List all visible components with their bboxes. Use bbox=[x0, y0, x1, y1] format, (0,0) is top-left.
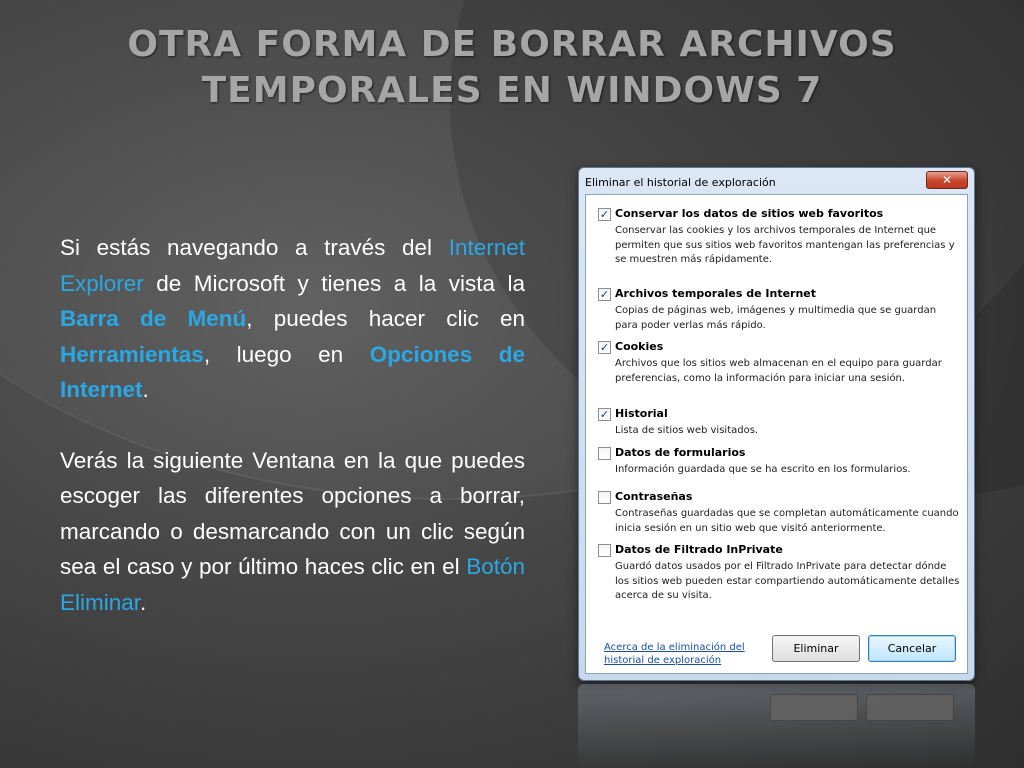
option-description: Lista de sitios web visitados. bbox=[615, 425, 759, 436]
delete-button[interactable]: Eliminar bbox=[772, 635, 860, 662]
text-run: Si estás navegando a través del bbox=[60, 235, 449, 260]
option-label: Contraseñas bbox=[615, 490, 693, 503]
option-description: Archivos que los sitios web almacenan en el equipo para guardar preferencias, como la información para iniciar una sesión. bbox=[615, 358, 942, 384]
option-description: Guardó datos usados por el Filtrado InPrivate para detectar dónde los sitios web pueden estar compartiendo automáticamente detalles acerca de su visita. bbox=[615, 561, 960, 601]
text-run: . bbox=[142, 377, 149, 402]
internet-explorer-highlight: Internet Explorer bbox=[60, 235, 525, 296]
paragraph-1 bbox=[60, 230, 525, 408]
option-label: Historial bbox=[615, 407, 668, 420]
option-description: Contraseñas guardadas que se completan automáticamente cuando inicia sesión en un sitio web que visitó anteriormente. bbox=[615, 508, 959, 534]
cancel-button[interactable]: Cancelar bbox=[868, 635, 956, 662]
dialog-content bbox=[585, 194, 968, 674]
dialog-reflection bbox=[578, 684, 975, 768]
slide-title-line1: OTRA FORMA DE BORRAR ARCHIVOS bbox=[127, 24, 897, 65]
text-run: de Microsoft y tienes a la vista la bbox=[143, 270, 525, 296]
slide-title-line2: TEMPORALES EN WINDOWS 7 bbox=[201, 70, 823, 111]
option-label: Conservar los datos de sitios web favoritos bbox=[615, 207, 884, 220]
text-run: Verás la siguiente Ventana en la que puedes escoger las diferentes opciones a borrar, marcando o desmarcando con un clic según sea el caso y por último haces clic en el bbox=[60, 447, 525, 579]
checkbox-inprivate[interactable] bbox=[598, 544, 611, 557]
reflection-button bbox=[770, 694, 858, 721]
option-label: Cookies bbox=[615, 340, 664, 353]
option-description: Conservar las cookies y los archivos temporales de Internet que permiten que sus sitios web favoritos mantengan las preferencias y se muestren más rápidamente. bbox=[615, 225, 955, 265]
option-label: Datos de Filtrado InPrivate bbox=[615, 543, 783, 556]
option-label: Datos de formularios bbox=[615, 446, 746, 459]
checkbox-temp-files[interactable]: ✓ bbox=[599, 288, 610, 301]
checkbox-form-data[interactable] bbox=[598, 447, 611, 460]
option-description: Copias de páginas web, imágenes y multimedia que se guardan para poder verlas más rápido. bbox=[615, 305, 937, 331]
text-run: , luego en bbox=[203, 341, 370, 367]
text-run: . bbox=[140, 589, 147, 615]
about-deletion-link[interactable]: Acerca de la eliminación del historial de exploración bbox=[604, 642, 745, 666]
reflection-button bbox=[866, 694, 954, 721]
option-label: Archivos temporales de Internet bbox=[615, 287, 817, 300]
delete-button-highlight: Botón Eliminar bbox=[60, 554, 525, 615]
checkbox-history[interactable]: ✓ bbox=[599, 408, 610, 421]
dialog-title: Eliminar el historial de exploración bbox=[585, 176, 776, 189]
paragraph-2 bbox=[60, 443, 525, 621]
option-description: Información guardada que se ha escrito en los formularios. bbox=[615, 464, 911, 475]
internet-options-highlight: Opciones de Internet bbox=[60, 341, 525, 402]
checkbox-cookies[interactable]: ✓ bbox=[599, 341, 610, 354]
menu-bar-highlight: Barra de Menú bbox=[60, 306, 247, 331]
delete-history-dialog bbox=[578, 167, 975, 681]
slide-title bbox=[0, 22, 1024, 114]
close-button[interactable]: ✕ bbox=[926, 171, 968, 189]
text-run: , puedes hacer clic en bbox=[246, 306, 525, 331]
checkbox-passwords[interactable] bbox=[598, 491, 611, 504]
tools-highlight: Herramientas bbox=[60, 341, 204, 367]
checkbox-favorites[interactable]: ✓ bbox=[599, 208, 610, 221]
slide-body bbox=[60, 230, 525, 655]
